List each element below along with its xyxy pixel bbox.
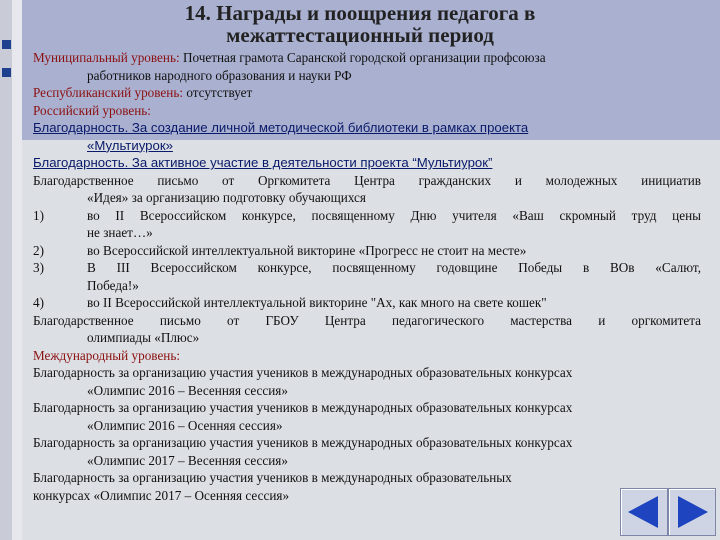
level-heading: Республиканский уровень: (33, 85, 187, 100)
award-line: Благодарность. За создание личной методической библиотеки в рамках проекта (33, 120, 529, 135)
title-line-2: межаттестационный период (226, 23, 494, 47)
item-number: 1) (33, 207, 44, 223)
awards-list (33, 49, 701, 504)
next-slide-button[interactable] (668, 488, 716, 536)
text-line: Благодарность за организацию участия учеников в международных образовательных конкурсах (33, 435, 573, 450)
award-line: Благодарность. За активное участие в деятельности проекта “Мультиурок” (33, 155, 493, 170)
item-number: 3) (33, 260, 44, 275)
numbered-item (33, 294, 701, 312)
numbered-item (33, 207, 701, 225)
text-line: Победа!» (87, 277, 139, 293)
international-level-heading: Международный уровень: (33, 347, 181, 363)
numbered-item (33, 259, 701, 277)
item-text: во Всероссийской интеллектуальной викторине «Прогресс не стоит на месте» (87, 242, 527, 258)
level-text: отсутствует (186, 85, 253, 100)
level-heading: Муниципальный уровень: (33, 50, 183, 65)
text-line: Благодарность за организацию участия учеников в международных образовательных конкурсах (33, 365, 573, 380)
slide-title (90, 2, 630, 46)
item-number: 2) (33, 242, 44, 258)
text-line: Благодарность за организацию участия учеников в международных образовательных конкурсах (33, 400, 573, 415)
left-decorative-strip (0, 0, 22, 540)
text-line: Благодарность за организацию участия учеников в международных образовательных (33, 470, 512, 485)
previous-slide-button[interactable] (620, 488, 668, 536)
russian-level-heading: Российский уровень: (33, 102, 151, 118)
level-text: Почетная грамота Саранской городской организации профсоюза (182, 50, 546, 65)
municipal-level (33, 49, 701, 67)
republican-level (33, 84, 701, 102)
decor-square (2, 40, 11, 49)
text-line: «Олимпис 2016 – Весенняя сессия» (87, 382, 288, 398)
text-line: «Идея» за организацию подготовку обучающихся (87, 190, 366, 205)
decor-square (2, 68, 11, 77)
item-text: В III Всероссийском конкурсе, посвященному годовщине Победы в ВОв «Салют, (87, 260, 701, 275)
item-text: во II Всероссийской интеллектуальной викторине "Ах, как много на свете кошек" (87, 295, 547, 310)
text-line: «Олимпис 2017 – Весенняя сессия» (87, 452, 288, 468)
text-line: работников народного образования и науки РФ (87, 67, 352, 83)
item-number: 4) (33, 295, 44, 310)
text-line: «Олимпис 2016 – Осенняя сессия» (87, 417, 283, 433)
award-line: «Мультиурок» (87, 137, 173, 153)
text-line: конкурсах «Олимпис 2017 – Осенняя сессия» (33, 487, 290, 503)
triangle-left-icon (628, 496, 658, 528)
text-line: олимпиады «Плюс» (87, 330, 200, 345)
text-line: Благодарственное письмо от ГБОУ Центра педагогического мастерства и оргкомитета (33, 312, 701, 328)
title-line-1: 14. Награды и поощрения педагога в (184, 1, 536, 25)
triangle-right-icon (678, 496, 708, 528)
item-text: во II Всероссийском конкурсе, посвященному Дню учителя «Ваш скромный труд цены (87, 207, 701, 223)
text-line: не знает…» (87, 225, 153, 240)
numbered-item (33, 242, 701, 260)
text-line: Благодарственное письмо от Оргкомитета Центра гражданских и молодежных инициатив (33, 172, 701, 188)
